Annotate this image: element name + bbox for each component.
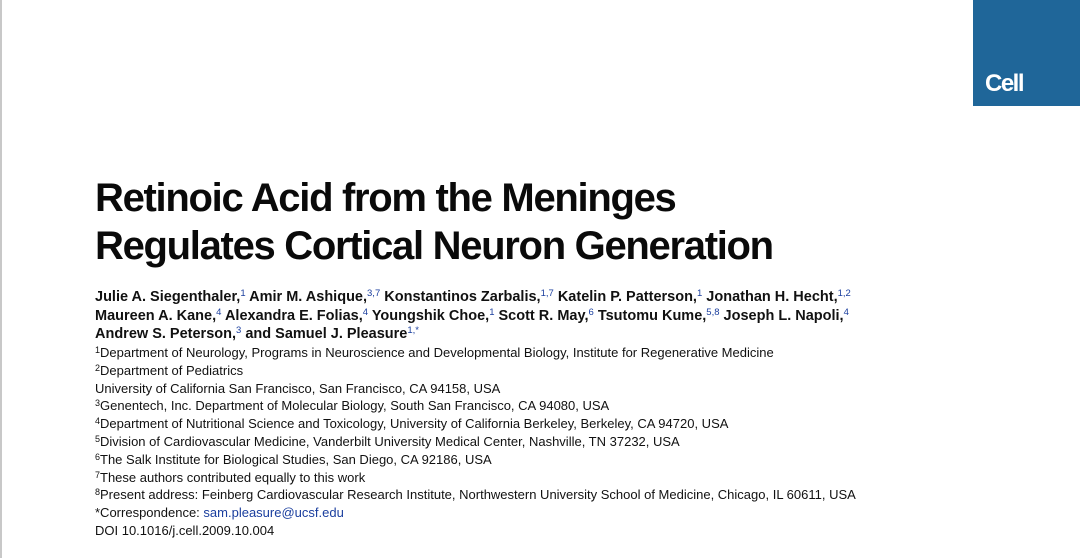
affiliation xyxy=(95,415,1055,433)
author: Jonathan H. Hecht,$^{1,2}$ xyxy=(706,288,851,305)
author: Julie A. Siegenthaler,$^1$ xyxy=(95,288,246,305)
author-affiliation-sup[interactable]: 1,* xyxy=(407,325,419,336)
affiliation xyxy=(95,486,1055,504)
author: Katelin P. Patterson,$^1$ xyxy=(557,288,703,305)
author: Alexandra E. Folias,$^4$ xyxy=(224,306,369,324)
author-affiliation-sup[interactable]: 4 xyxy=(843,306,849,318)
journal-logo-text: Cell xyxy=(985,70,1024,97)
author-affiliation-sup[interactable]: 4 xyxy=(216,306,222,318)
author-affiliation-sup[interactable]: 1,7 xyxy=(540,288,554,299)
author: Tsutomu Kume,$^{5,8}$ xyxy=(597,306,720,324)
author-affiliation-sup[interactable]: 1 xyxy=(240,288,246,299)
affiliation-number: 5 xyxy=(95,433,101,444)
author-affiliation-sup[interactable]: 3 xyxy=(236,325,242,336)
affiliation-number: 8 xyxy=(95,487,101,498)
author-affiliation-sup[interactable]: 3,7 xyxy=(367,288,381,299)
affiliation-text: Department of Nutritional Science and Toxicology, University of California Berkeley, Berkeley, CA 94720, USA xyxy=(100,416,729,432)
correspondence-email-link[interactable]: sam.pleasure@ucsf.edu xyxy=(203,505,344,521)
author: Andrew S. Peterson,$^3$ xyxy=(95,325,242,342)
author-affiliation-sup[interactable]: 4 xyxy=(362,306,369,318)
doi[interactable]: DOI 10.1016/j.cell.2009.10.004 xyxy=(95,522,275,538)
author: Konstantinos Zarbalis,$^{1,7}$ xyxy=(384,288,554,305)
article-title-line-2: Regulates Cortical Neuron Generation xyxy=(95,224,773,268)
affiliation-text: Department of Pediatrics xyxy=(100,362,244,378)
affiliation-text: The Salk Institute for Biological Studies, San Diego, CA 92186, USA xyxy=(100,451,492,467)
affiliation-text: These authors contributed equally to this work xyxy=(100,469,366,485)
correspondence-label: *Correspondence: xyxy=(95,505,200,521)
affiliation-number: 7 xyxy=(95,469,101,480)
affiliation-text: Present address: Feinberg Cardiovascular Research Institute, Northwestern University School of Medicine, Chicago, IL 60611, USA xyxy=(100,487,856,503)
page-left-rule xyxy=(0,0,2,558)
author: and Samuel J. Pleasure$^{1,*}$ xyxy=(245,325,419,342)
author: Scott R. May,$^6$ xyxy=(498,306,594,324)
affiliation xyxy=(95,380,1055,398)
affiliation xyxy=(95,451,1055,469)
author-affiliation-sup[interactable]: 1 xyxy=(696,288,703,299)
affiliation xyxy=(95,397,1055,415)
affiliation-number: 1 xyxy=(95,345,101,355)
affiliation xyxy=(95,344,1055,362)
author-affiliation-sup[interactable]: 1 xyxy=(489,306,495,318)
affiliation-text: Department of Neurology, Programs in Neuroscience and Developmental Biology, Institute for Regenerative Medicine xyxy=(100,345,774,360)
affiliation xyxy=(95,469,1055,487)
affiliation-list xyxy=(95,344,1055,540)
affiliation xyxy=(95,362,1055,380)
article-title xyxy=(95,174,955,270)
author: Maureen A. Kane,$^4$ xyxy=(95,306,222,324)
author-affiliation-sup[interactable]: 5,8 xyxy=(706,306,720,318)
affiliation-number: 3 xyxy=(95,398,101,409)
article-title-line-1: Retinoic Acid from the Meninges xyxy=(95,176,676,220)
author: Youngshik Choe,$^1$ xyxy=(371,306,495,324)
affiliation xyxy=(95,433,1055,451)
author-list xyxy=(95,288,995,344)
author-affiliation-sup[interactable]: 1,2 xyxy=(837,288,851,299)
affiliation-text: Division of Cardiovascular Medicine, Vanderbilt University Medical Center, Nashville, TN 37232, USA xyxy=(100,433,680,449)
affiliation-number: 2 xyxy=(95,362,101,373)
author: Amir M. Ashique,$^{3,7}$ xyxy=(249,288,381,305)
affiliation-text: University of California San Francisco, San Francisco, CA 94158, USA xyxy=(95,380,501,396)
affiliation-text: Genentech, Inc. Department of Molecular Biology, South San Francisco, CA 94080, USA xyxy=(100,398,610,414)
author-affiliation-sup[interactable]: 6 xyxy=(588,306,594,318)
affiliation-number: 4 xyxy=(95,416,101,427)
author-line xyxy=(95,325,995,344)
affiliation-number: 6 xyxy=(95,451,101,462)
author-line xyxy=(95,288,995,307)
correspondence xyxy=(95,504,1055,522)
author: Joseph L. Napoli,$^4$ xyxy=(723,306,849,324)
author-line xyxy=(95,307,995,326)
